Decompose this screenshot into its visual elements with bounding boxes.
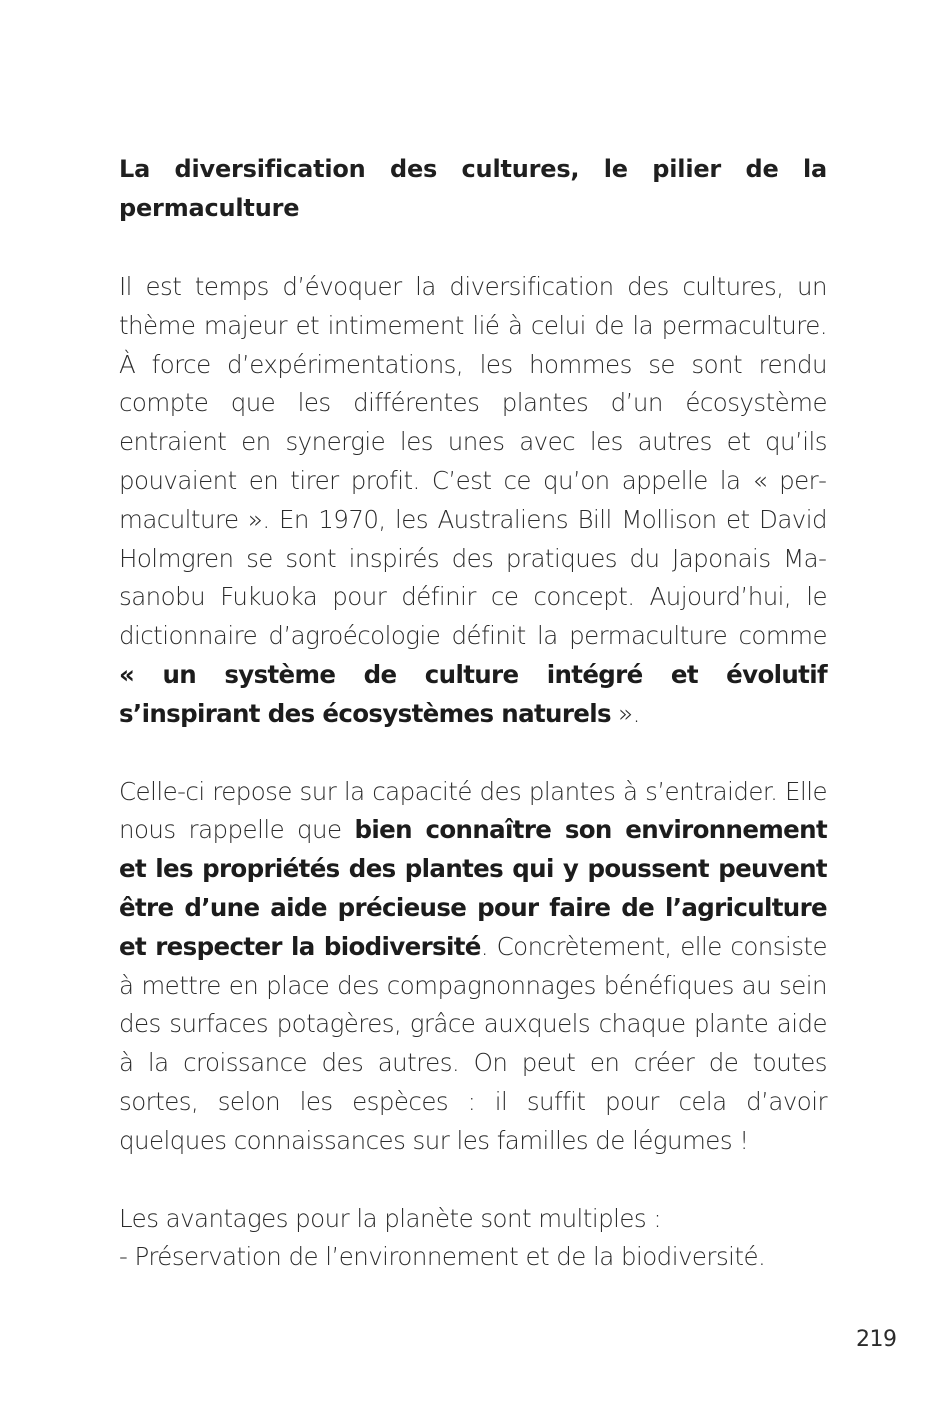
paragraph-2 xyxy=(119,773,827,1161)
section-heading: La diversification des cultures, le pilier de la permaculture xyxy=(119,155,827,222)
paragraph-1 xyxy=(119,268,827,734)
paragraph-1-text-b: ». xyxy=(610,698,640,728)
page-number: 219 xyxy=(856,1327,897,1352)
paragraph-2-text-a: Celle-ci repose sur la capacité des plantes à s’entraider. Elle nous rappelle que xyxy=(119,776,827,845)
paragraph-3 xyxy=(119,1200,827,1278)
paragraph-1-text-a: Il est temps d’évoquer la diversification des cultures, un thème majeur et intimement lié à celui de la permaculture. À force d’expérimentations, les hommes se sont rendu compte que les différentes plantes d’un écosystème entraient en synergie les unes avec les autres et qu’ils pouvaient en tirer profit. C’est ce qu’on appelle la « permaculture ». En 1970, les Australiens Bill Mollison et David Holmgren se sont inspirés des pratiques du Japonais Masanobu Fukuoka pour définir ce concept. Aujourd’hui, le dictionnaire d’agroécologie définit la permaculture comme xyxy=(119,272,827,651)
paragraph-2-text-b: . Concrètement, elle consiste à mettre en place des compagnonnages bénéfiques au sein des surfaces potagères, grâce auxquels chaque plante aide à la croissance des autres. On peut en créer de toutes sortes, selon les espèces : il suffit pour cela d’avoir quelques connaissances sur les familles de légumes ! xyxy=(119,931,827,1155)
paragraph-1-bold-quote: « un système de culture intégré et évolutif s’inspirant des écosystèmes naturels xyxy=(119,659,827,728)
page-content xyxy=(119,150,827,1277)
spacer xyxy=(119,228,827,268)
paragraph-3-intro: Les avantages pour la planète sont multiples : xyxy=(119,1203,662,1233)
spacer xyxy=(119,734,827,773)
list-item: - Préservation de l’environnement et de la biodiversité. xyxy=(119,1242,766,1272)
spacer xyxy=(119,1161,827,1200)
paragraph-2-bold: bien connaître son environnement et les propriétés des plantes qui y poussent peuvent être d’une aide précieuse pour faire de l’agriculture et respecter la biodiversité xyxy=(119,815,827,961)
